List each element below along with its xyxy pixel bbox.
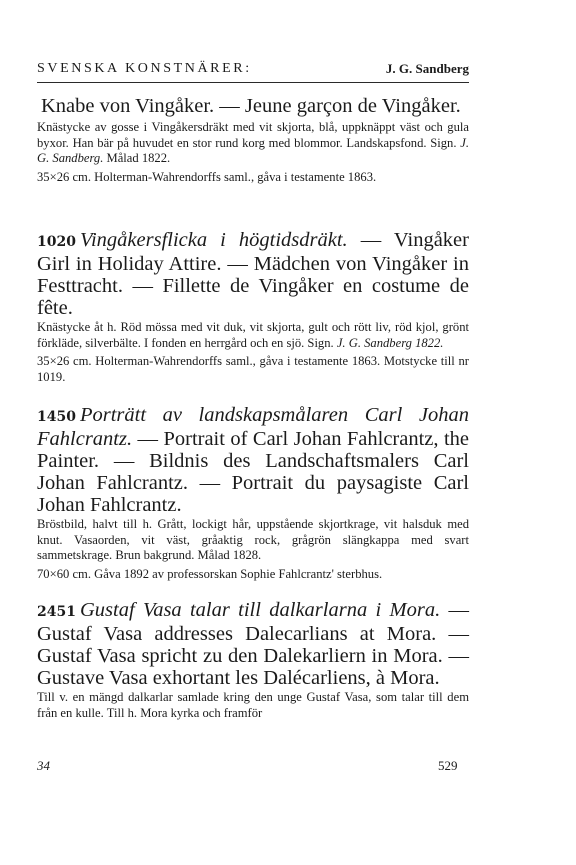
entry-title-swedish: Gustaf Vasa talar till dalkarlarna i Mora. <box>79 599 441 621</box>
catalog-entry <box>37 229 469 385</box>
description-text: Till v. en mängd dalkarlar samlade kring den unge Gustaf Vasa, som talar till dem från en kulle. Till h. Mora kyrka och framför <box>37 690 469 720</box>
entry-number: 1020 <box>37 234 76 250</box>
entry-title-swedish: Vingåkersflicka i högtidsdräkt. <box>79 229 348 251</box>
signature-mark: 34 <box>37 758 50 773</box>
description-text: Bröstbild, halvt till h. Grått, lockigt hår, uppstående skjortkrage, vit halsduk med knut. Vasaorden, vit väst, gråaktig rock, grågrön slängkappa med svart sammetskrage. Brun bakgrund. Målad 1828. <box>37 517 469 563</box>
entry-provenance: 35×26 cm. Holterman-Wahrendorffs saml., gåva i testamente 1863. <box>37 169 377 184</box>
catalog-entry <box>37 599 469 724</box>
entry-title-translations: — Vingåker Girl in Holiday Attire. — Mädchen von Vingåker in Festtracht. — Fillette de Vingåker en costume de fête. <box>37 229 469 319</box>
entry-description <box>37 320 469 351</box>
entry-provenance: 35×26 cm. Holterman-Wahrendorffs saml., gåva i testamente 1863. Motstycke till nr 1019. <box>37 354 469 384</box>
entry-title-translations: — Gustaf Vasa addresses Dalecarlians at Mora. — Gustaf Vasa spricht zu den Dalekarliern in Mora. — Gustave Vasa exhortant les Dalécarliens, à Mora. <box>37 599 470 689</box>
description-text: Knästycke åt h. Röd mössa med vit duk, vit skjorta, gult och rött liv, röd kjol, grönt förkläde, silverbälte. I fonden en herrgård och en sjö. Sign. <box>37 320 469 350</box>
signature: J. G. Sandberg 1822. <box>336 335 444 350</box>
entry-description <box>37 120 469 167</box>
entry-number: 1450 <box>37 409 76 425</box>
entry-title-translations: Knabe von Vingåker. — Jeune garçon de Vingåker. <box>41 95 461 117</box>
description-text: Knästycke av gosse i Vingåkersdräkt med vit skjorta, blå, uppknäppt väst och gula byxor. Han bär på huvudet en stor rund korg med blommor. Landskapsfond. Sign. <box>37 120 469 150</box>
entry-title <box>37 404 469 516</box>
entry-number: 2451 <box>37 604 76 620</box>
section-title: SVENSKA KONSTNÄRER: <box>37 61 252 76</box>
entry-title <box>37 599 469 689</box>
page-number: 529 <box>438 758 458 773</box>
catalog-entry <box>37 404 469 582</box>
entry-description <box>37 517 469 564</box>
entry-title <box>37 229 469 319</box>
entry-provenance: 70×60 cm. Gåva 1892 av professorskan Sophie Fahlcrantz' sterbhus. <box>37 566 383 581</box>
description-text-end: Målad 1822. <box>106 151 171 166</box>
entry-title-translations: — Portrait of Carl Johan Fahlcrantz, the Painter. — Bildnis des Landschaftsmalers Carl Johan Fahlcrantz. — Portrait du paysagiste Carl Johan Fahlcrantz. <box>37 428 469 516</box>
entry-title <box>37 95 469 119</box>
signature: J. G. Sandberg. <box>37 135 469 166</box>
entry-title-swedish: Porträtt av landskapsmålaren Carl Johan Fahlcrantz. <box>37 404 469 450</box>
catalog-entry <box>37 95 469 185</box>
entry-description <box>37 690 469 721</box>
header-rule <box>37 82 469 83</box>
running-header <box>37 61 469 81</box>
artist-name: J. G. Sandberg <box>385 61 469 76</box>
